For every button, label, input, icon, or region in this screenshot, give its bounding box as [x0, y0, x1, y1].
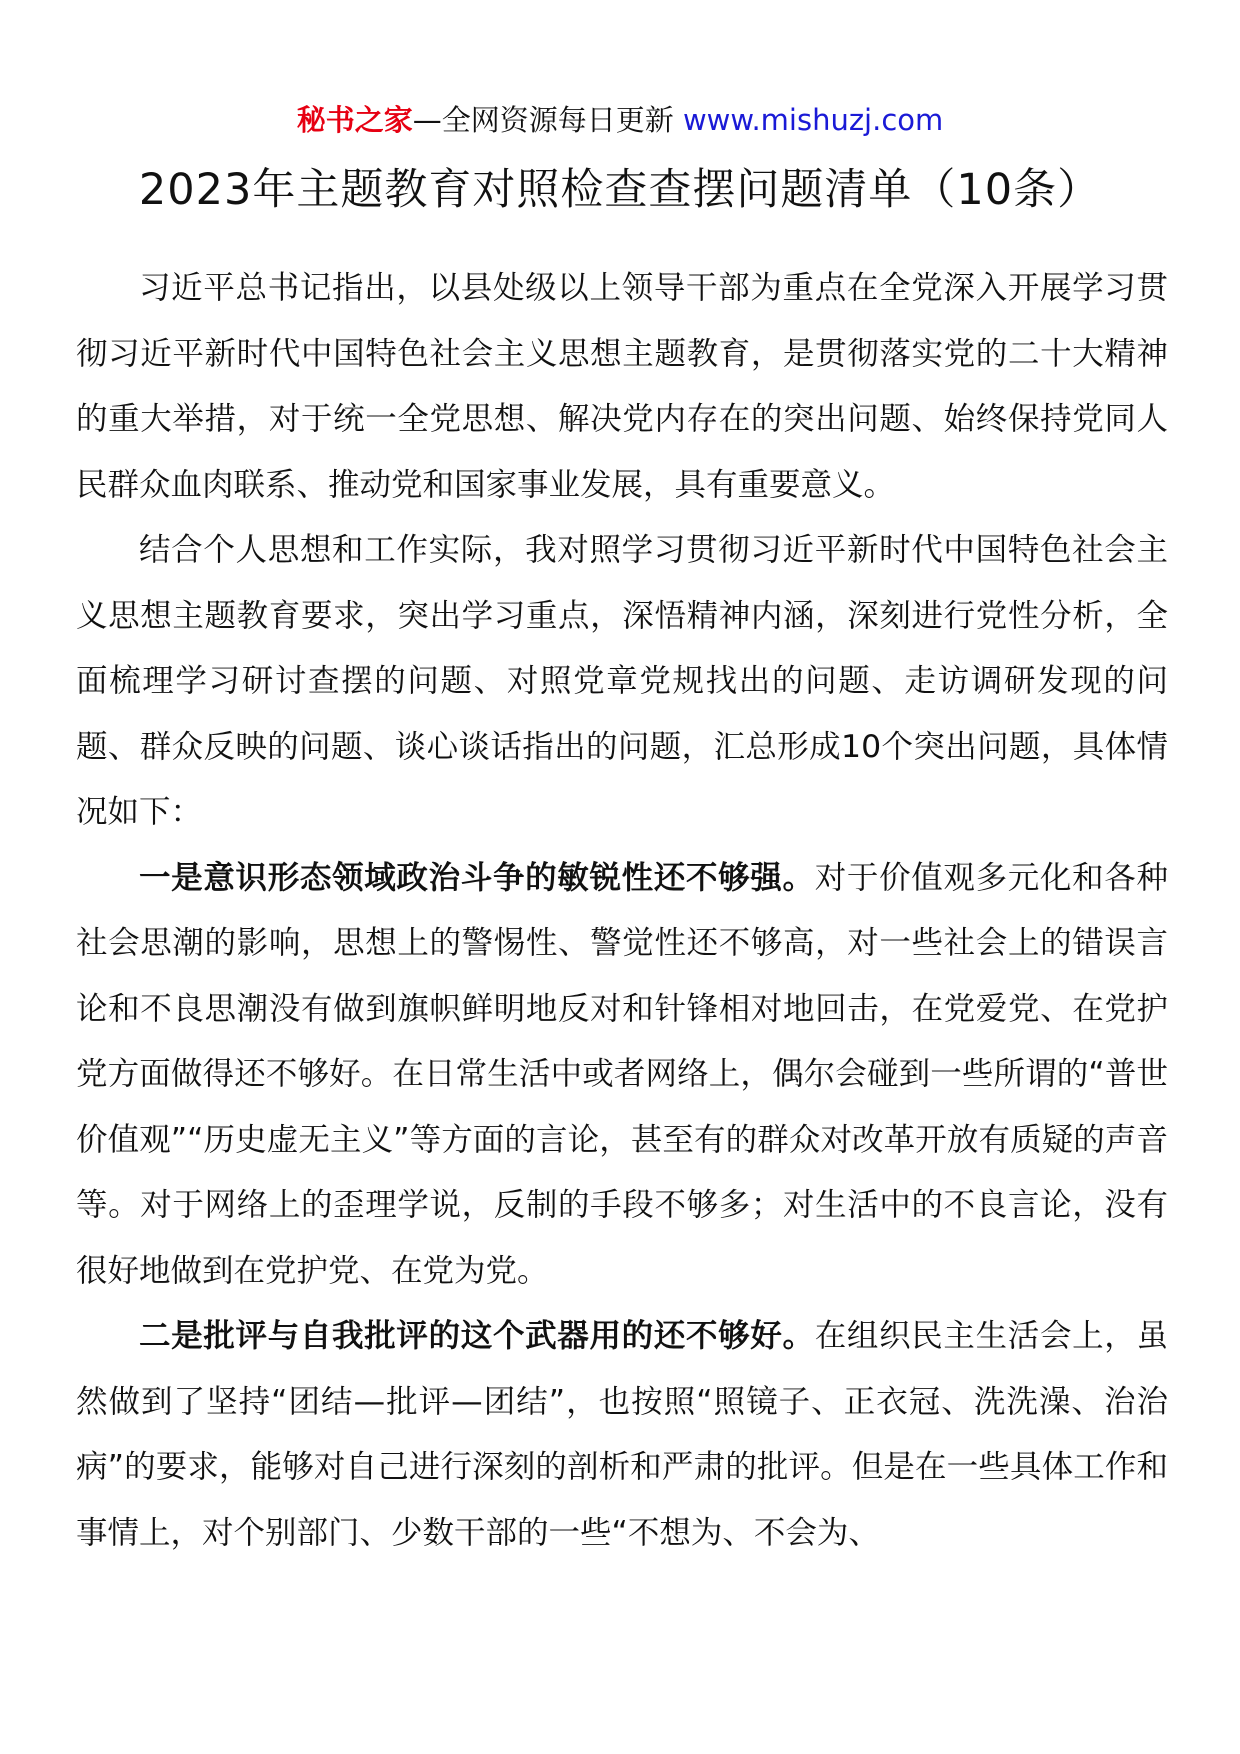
paragraph-text: 结合个人思想和工作实际，我对照学习贯彻习近平新时代中国特色社会主义思想主题教育要求，突出学习重点，深悟精神内涵，深刻进行党性分析，全面梳理学习研讨查摆的问题、对照党章党规找出的问题、走访调研发现的问题、群众反映的问题、谈心谈话指出的问题，汇总形成10个突出问题，具体情况如下： — [76, 532, 1168, 830]
paragraph-issue-2 — [76, 1304, 1168, 1566]
paragraph-text: 在组织民主生活会上，虽然做到了坚持“团结—批评—团结”，也按照“照镜子、正衣冠、洗洗澡、治治病”的要求，能够对自己进行深刻的剖析和严肃的批评。但是在一些具体工作和事情上，对个别部门、少数干部的一些“不想为、不会为、 — [76, 1318, 1168, 1551]
header-slogan: —全网资源每日更新 — [412, 103, 683, 137]
paragraph-context — [76, 518, 1168, 846]
paragraph-intro — [76, 256, 1168, 518]
paragraph-text: 对于价值观多元化和各种社会思潮的影响，思想上的警惕性、警觉性还不够高，对一些社会上的错误言论和不良思潮没有做到旗帜鲜明地反对和针锋相对地回击，在党爱党、在党护党方面做得还不够好。在日常生活中或者网络上，偶尔会碰到一些所谓的“普世价值观”“历史虚无主义”等方面的言论，甚至有的群众对改革开放有质疑的声音等。对于网络上的歪理学说，反制的手段不够多；对生活中的不良言论，没有很好地做到在党护党、在党为党。 — [76, 859, 1168, 1289]
document-title: 2023年主题教育对照检查查摆问题清单（10条） — [138, 165, 1102, 215]
document-body — [76, 256, 1168, 1566]
paragraph-text: 习近平总书记指出，以县处级以上领导干部为重点在全党深入开展学习贯彻习近平新时代中国特色社会主义思想主题教育，是贯彻落实党的二十大精神的重大举措，对于统一全党思想、解决党内存在的突出问题、始终保持党同人民群众血肉联系、推动党和国家事业发展，具有重要意义。 — [76, 270, 1168, 503]
site-header — [0, 100, 1240, 140]
issue-heading: 一是意识形态领域政治斗争的敏锐性还不够强。 — [139, 859, 815, 896]
paragraph-issue-1 — [76, 846, 1168, 1305]
brand-name: 秘书之家 — [296, 103, 413, 137]
site-link[interactable]: www.mishuzj.com — [682, 103, 944, 137]
issue-heading: 二是批评与自我批评的这个武器用的还不够好。 — [139, 1318, 815, 1354]
